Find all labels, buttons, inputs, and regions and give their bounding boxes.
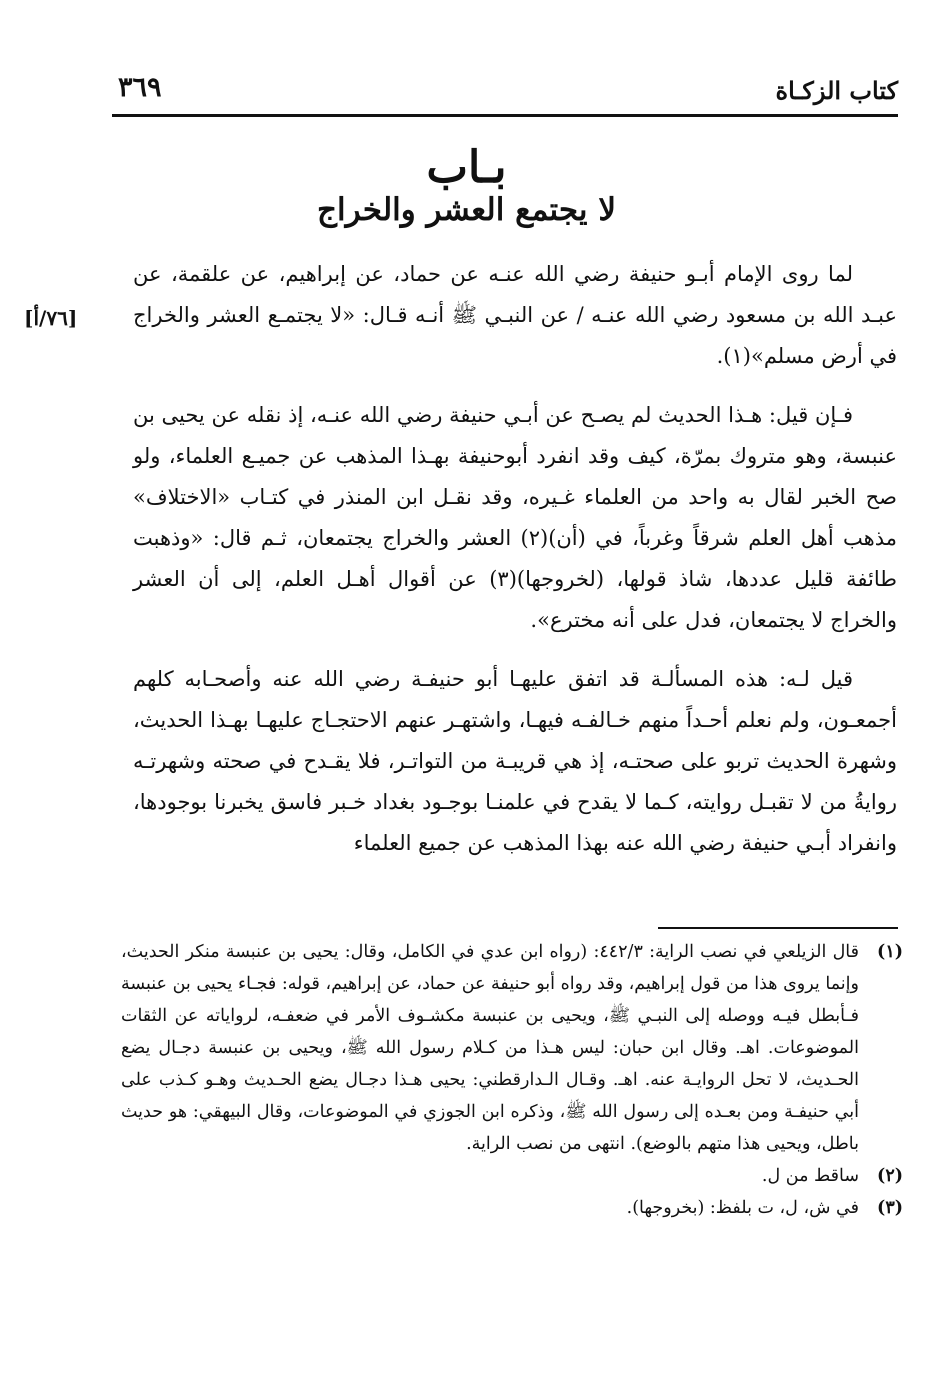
footnote-separator — [658, 927, 898, 929]
footnote-text: ساقط من ل. — [761, 1166, 859, 1186]
footnotes — [121, 936, 903, 1224]
footnote-number: (٢) — [877, 1166, 903, 1186]
header-rule — [112, 114, 898, 117]
paragraph: فـإن قيل: هـذا الحديث لم يصـح عن أبـي حنيفة رضي الله عنـه، إذ نقله عن يحيى بن عنبسة، وهو متروك بمرّة، كيف وقد انفرد أبوحنيفة بهـذا المذهب عن جميـع العلماء، ولو صح الخبر لقال به واحد من العلماء غـيره، وقد نقـل ابن المنذر في كتـاب «الاختلاف» مذهب أهل العلم شرقاً وغرباً، في (أن)(٢) العشر والخراج يجتمعان، ثـم قال: «وذهبت طائفة قليل عددها، شاذ قولها، (لخروجها)(٣) عن أقوال أهـل العلم، إلى أن العشر والخراج لا يجتمعان، فدل على أنه مخترع». — [133, 403, 897, 632]
main-text — [133, 254, 897, 882]
chapter-title: لا يجتمع العشر والخراج — [316, 192, 616, 228]
footnote — [121, 1192, 903, 1224]
paragraph: قيل لـه: هذه المسألـة قد اتفق عليهـا أبو حنيفـة رضي الله عنه وأصحـابه كلهم أجمعـون، ولم نعلم أحـداً منهم خـالفـه فيهـا، واشتهـر عنهم الاحتجـاج عليهـا بهـذا الحديث، وشهرة الحديث تربو على صحتـه، إذ هي قريبـة من التواتـر، فلا يقـدح في صحته وشهرتـه روايةُ من لا تقبـل روايته، كـما لا يقدح في علمنـا بوجـود بغداد خـبر فاسق يخبرنا بوجودها، وانفراد أبـي حنيفة رضي الله عنه بهذا المذهب عن جميع العلماء — [133, 667, 897, 855]
footnote-text: قال الزيلعي في نصب الراية: ٤٤٢/٣: (رواه ابن عدي في الكامل، وقال: يحيى بن عنبسة منكر الحديث، وإنما يروى هذا من قول إبراهيم، وقد رواه أبو حنيفة عن حماد، عن إبراهيم، قوله: فجـاء يحيى بن عنبسة فـأبطل فيـه ووصله إلى النبـي ﷺ، ويحيى بن عنبسة مكشـوف الأمر في ضعفـه، لرواياته عن الثقات الموضوعات. اهـ. وقال ابن حبان: ليس هـذا من كـلام رسول الله ﷺ، ويحيى بن عنبسة دجـال يضع الحـديث، لا تحل الروايـة عنه. اهـ. وقـال الـدارقطني: يحيى هـذا دجـال يضع الحـديث وهـو كـذب على أبي حنيفـة ومن بعـده إلى رسول الله ﷺ، وذكره ابن الجوزي في الموضوعات، وقال البيهقي: هو حديث باطل، ويحيى هذا متهم بالوضع). انتهى من نصب الراية. — [121, 942, 859, 1154]
book-title: كتاب الزكـاة — [775, 76, 898, 105]
running-header — [112, 66, 898, 112]
footnote-number: (١) — [877, 942, 903, 962]
page-number: ٣٦٩ — [118, 72, 162, 103]
paragraph: لما روى الإمام أبـو حنيفة رضي الله عنـه عن حماد، عن إبراهيم، عن علقمة، عن عبـد الله بن مسعود رضي الله عنـه / عن النبـي ﷺ أنـه قـال: «لا يجتمـع العشر والخراج في أرض مسلم»(١). — [133, 262, 897, 368]
footnote-number: (٣) — [877, 1198, 903, 1218]
footnote — [121, 936, 903, 1160]
manuscript-folio-marker: [٧٦/أ] — [24, 306, 78, 330]
chapter-word: بـاب — [426, 142, 507, 193]
footnote-text: في ش، ل، ت بلفظ: (بخروجها). — [626, 1198, 859, 1218]
footnote — [121, 1160, 903, 1192]
